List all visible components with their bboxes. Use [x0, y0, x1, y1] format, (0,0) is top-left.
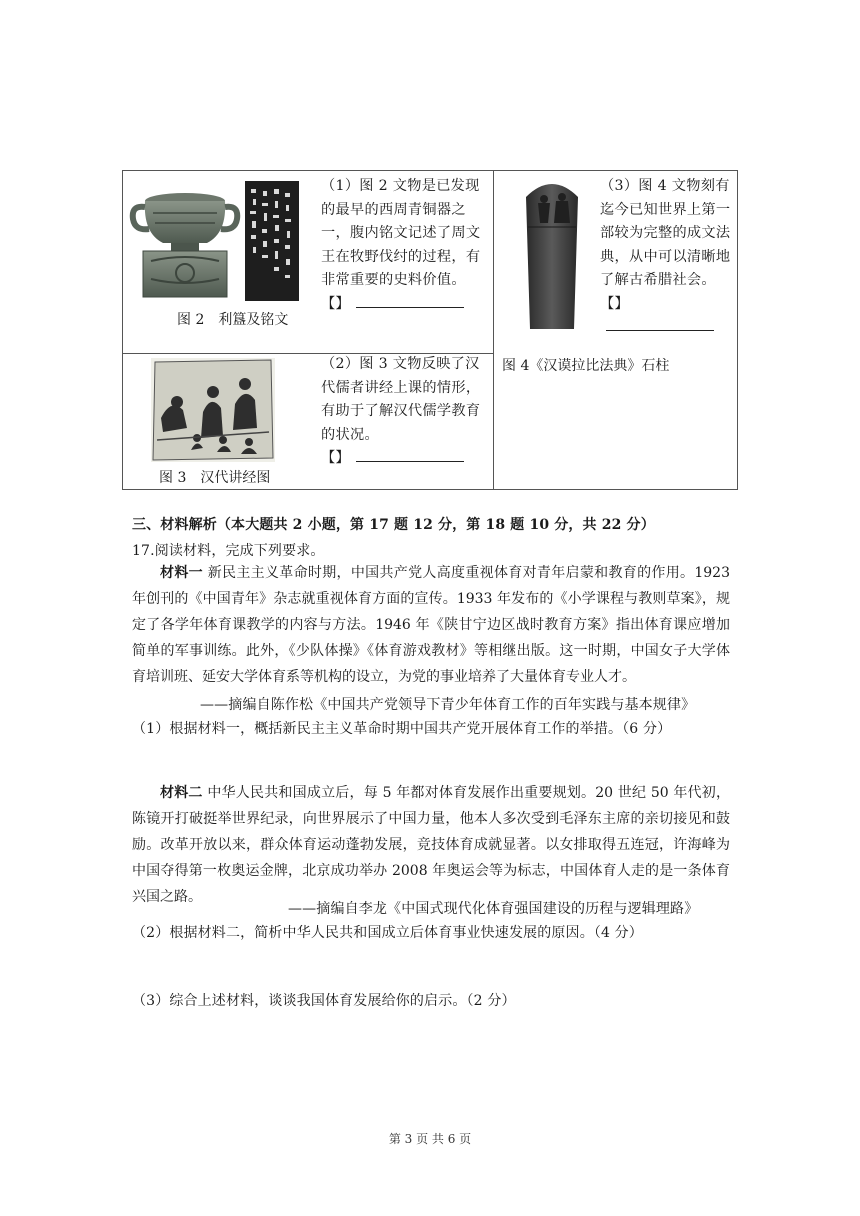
material-2-text: 中华人民共和国成立后，每 5 年都对体育发展作出重要规划。20 世纪 50 年代初，陈镜开打破挺举世界纪录，向世界展示了中国力量，他本人多次受到毛泽东主席的亲切接见和鼓励。改革开放以来，群众体育运动蓬勃发展，竞技体育成就显著。以女排取得五连冠，许海峰为中国夺得第一枚奥运金牌，北京成功举办 2008 年奥运会等为标志，中国体育人走的是一条体育兴国之路。 — [132, 785, 730, 905]
fig3-answer-bracket: 【】 — [321, 450, 350, 466]
fig2-answer-bracket: 【】 — [321, 295, 350, 312]
material-1-label: 材料一 — [160, 565, 203, 581]
section-heading: 三、材料解析（本大题共 2 小题，第 17 题 12 分，第 18 题 10 分，共 22 分） — [132, 517, 655, 533]
material-1 — [132, 560, 730, 690]
fig2-caption: 图 2 利簋及铭文 — [177, 312, 289, 328]
fig2-description — [321, 175, 487, 316]
answer-area-3[interactable] — [132, 1016, 730, 1106]
fig2-cell — [123, 171, 493, 353]
fig4-answer-blank[interactable] — [606, 316, 714, 331]
material-1-text: 新民主主义革命时期，中国共产党人高度重视体育对青年启蒙和教育的作用。1923 年创刊的《中国青年》杂志就重视体育方面的宣传。1933 年发布的《小学课程与教则草案》，规定了各学年体育课教学的内容与方法。1946 年《陕甘宁边区战时教育方案》指出体育课应增加简单的军事训练。此外，《少队体操》《体育游戏教材》等相继出版。这一时期，中国女子大学体育培训班、延安大学体育系等机构的设立，为党的事业培养了大量体育专业人才。 — [132, 565, 730, 685]
material-1-source: ——摘编自陈作松《中国共产党领导下青少年体育工作的百年实践与基本规律》 — [200, 697, 696, 713]
question-1: （1）根据材料一，概括新民主主义革命时期中国共产党开展体育工作的举措。（6 分） — [132, 721, 672, 737]
bronze-gui-vessel-image — [129, 183, 241, 301]
hammurabi-stele-image — [520, 177, 584, 329]
fig2-text: （1）图 2 文物是已发现的最早的西周青铜器之一，腹内铭文记述了周文王在牧野伐纣的过程，有非常重要的史料价值。 — [321, 178, 481, 288]
material-2-label: 材料二 — [160, 785, 203, 801]
fig3-text: （2）图 3 文物反映了汉代儒者讲经上课的情形，有助于了解汉代儒学教育的状况。 — [321, 356, 481, 443]
question-17-prompt: 17.阅读材料，完成下列要求。 — [132, 543, 325, 559]
question-3: （3）综合上述材料，谈谈我国体育发展给你的启示。（2 分） — [132, 993, 516, 1009]
han-lecture-relief-image — [151, 358, 275, 462]
fig3-answer-blank[interactable] — [356, 447, 464, 462]
answer-area-1[interactable] — [132, 742, 730, 772]
fig3-cell — [123, 354, 493, 490]
material-2 — [132, 780, 730, 910]
fig4-cell — [494, 171, 739, 489]
fig4-answer-bracket: 【】 — [600, 295, 629, 312]
fig4-text: （3）图 4 文物刻有迄今已知世界上第一部较为完整的成文法典，从中可以清晰地了解古希腊社会。 — [600, 178, 731, 288]
fig4-description — [600, 175, 734, 340]
fig3-description — [321, 353, 487, 471]
fig3-caption: 图 3 汉代讲经图 — [159, 470, 271, 486]
fig2-answer-blank[interactable] — [356, 293, 464, 308]
question-2: （2）根据材料二，简析中华人民共和国成立后体育事业快速发展的原因。（4 分） — [132, 925, 643, 941]
inscription-rubbing-image — [245, 181, 299, 301]
page-footer: 第 3 页 共 6 页 — [388, 1132, 472, 1146]
answer-area-2[interactable] — [132, 946, 730, 986]
artifact-table — [122, 170, 738, 490]
material-2-source: ——摘编自李龙《中国式现代化体育强国建设的历程与逻辑理路》 — [288, 901, 699, 917]
fig4-caption: 图 4《汉谟拉比法典》石柱 — [502, 358, 670, 374]
